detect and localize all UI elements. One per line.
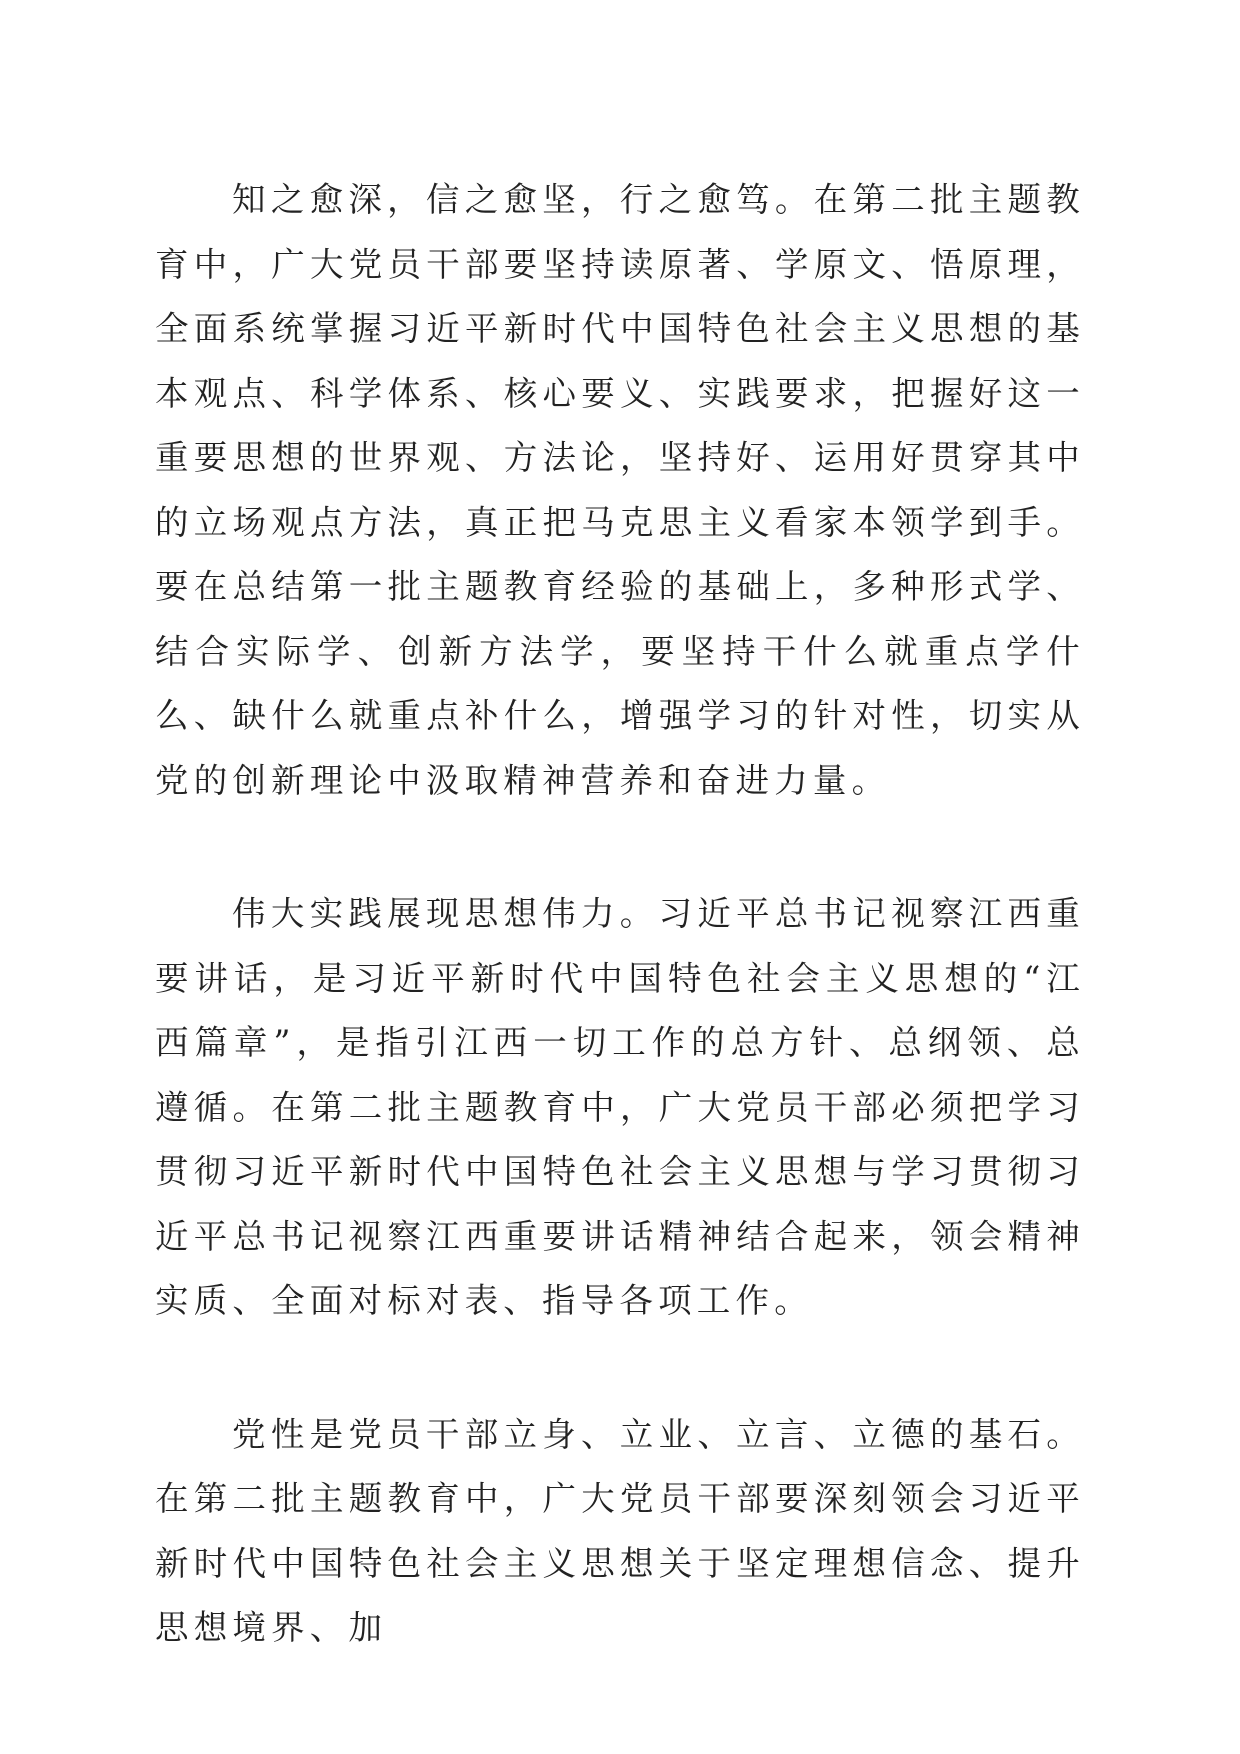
paragraph-1: 知之愈深，信之愈坚，行之愈笃。在第二批主题教育中，广大党员干部要坚持读原著、学原文、悟原理，全面系统掌握习近平新时代中国特色社会主义思想的基本观点、科学体系、核心要义、实践要求，把握好这一重要思想的世界观、方法论，坚持好、运用好贯穿其中的立场观点方法，真正把马克思主义看家本领学到手。要在总结第一批主题教育经验的基础上，多种形式学、结合实际学、创新方法学，要坚持干什么就重点学什么、缺什么就重点补什么，增强学习的针对性，切实从党的创新理论中汲取精神营养和奋进力量。	[155, 180, 1085, 800]
document-body	[155, 168, 1085, 1661]
paragraph-2: 伟大实践展现思想伟力。习近平总书记视察江西重要讲话，是习近平新时代中国特色社会主义思想的“江西篇章”，是指引江西一切工作的总方针、总纲领、总遵循。在第二批主题教育中，广大党员干部必须把学习贯彻习近平新时代中国特色社会主义思想与学习贯彻习近平总书记视察江西重要讲话精神结合起来，领会精神实质、全面对标对表、指导各项工作。	[155, 894, 1085, 1320]
paragraph-3: 党性是党员干部立身、立业、立言、立德的基石。在第二批主题教育中，广大党员干部要深刻领会习近平新时代中国特色社会主义思想关于坚定理想信念、提升思想境界、加	[155, 1414, 1085, 1647]
